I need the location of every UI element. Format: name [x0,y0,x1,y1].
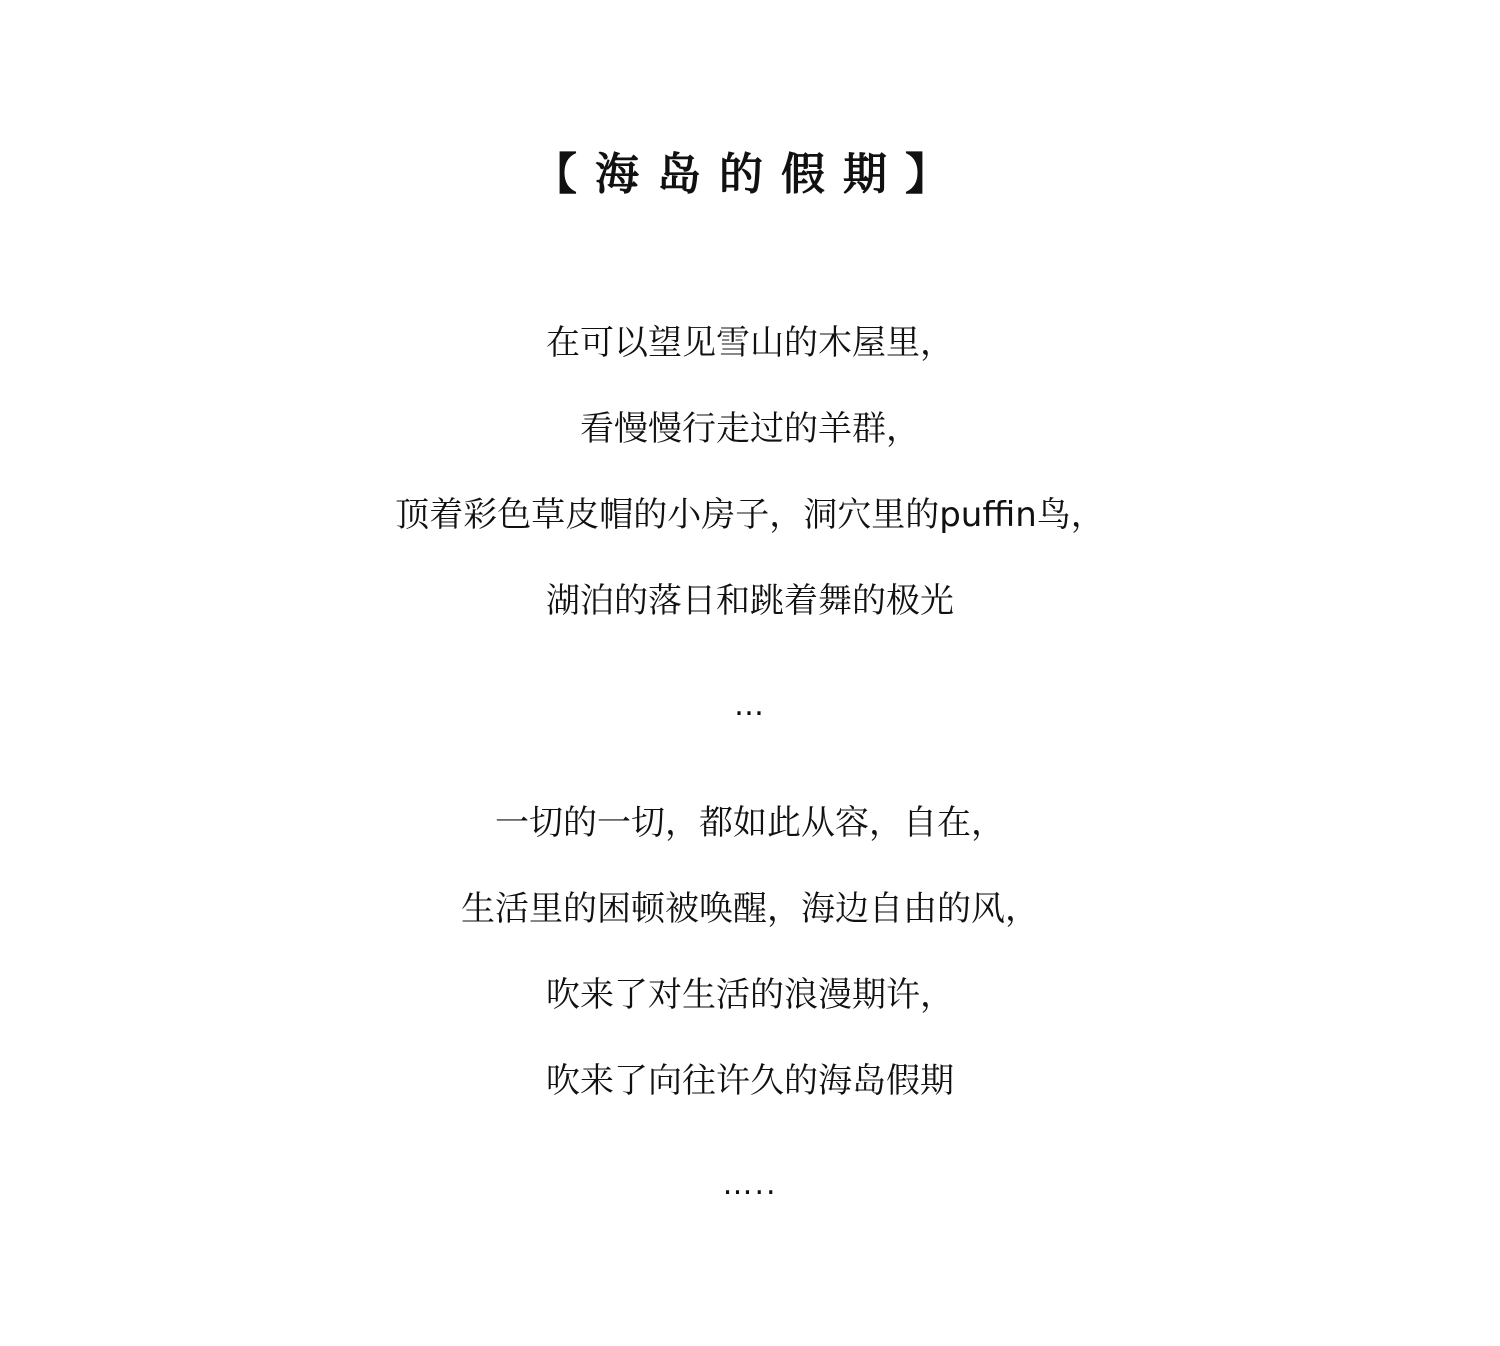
poem-line: 吹来了向往许久的海岛假期 [546,1061,954,1101]
poem-line: 一切的一切，都如此从容，自在， [495,803,1005,843]
poem-line: 在可以望见雪山的木屋里， [546,323,954,363]
page-title: 【海岛的假期】 [533,149,967,200]
poem-line: 顶着彩色草皮帽的小房子，洞穴里的puffin鸟， [395,495,1105,535]
poem-line: 湖泊的落日和跳着舞的极光 [546,581,954,621]
poem-line: 吹来了对生活的浪漫期许， [546,975,954,1015]
poem-line: 生活里的困顿被唤醒，海边自由的风， [461,889,1039,929]
ellipsis-separator: … [734,688,766,723]
ellipsis-separator: ….. [722,1167,778,1202]
poem-line: 看慢慢行走过的羊群， [580,409,920,449]
